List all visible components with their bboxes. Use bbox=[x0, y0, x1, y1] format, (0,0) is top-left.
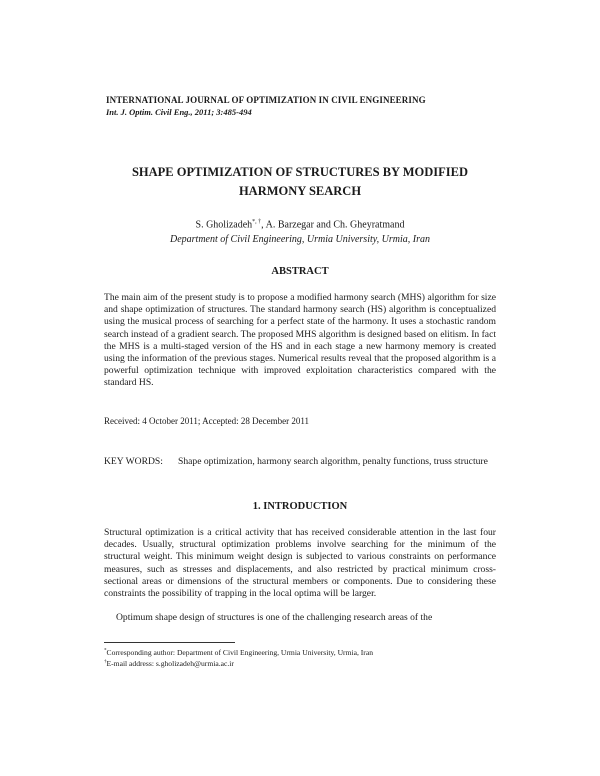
title-line-1: SHAPE OPTIMIZATION OF STRUCTURES BY MODIFIED bbox=[131, 165, 469, 179]
footnote-mark-2: † bbox=[104, 659, 107, 665]
footnote-text-2: E-mail address: s.gholizadeh@urmia.ac.ir bbox=[106, 659, 234, 668]
first-author: S. Gholizadeh bbox=[195, 219, 253, 231]
keywords-label: KEY WORDS: bbox=[104, 456, 163, 467]
paper-title bbox=[100, 163, 500, 201]
other-authors: , A. Barzegar and Ch. Gheyratmand bbox=[261, 219, 405, 231]
author-marks: *, † bbox=[252, 219, 262, 225]
journal-name: INTERNATIONAL JOURNAL OF OPTIMIZATION IN CIVIL ENGINEERING bbox=[106, 95, 426, 105]
author-list bbox=[100, 219, 500, 230]
abstract-heading: ABSTRACT bbox=[271, 266, 329, 277]
footnote-corresponding bbox=[104, 648, 373, 657]
introduction-paragraph-1: Structural optimization is a critical activity that has received considerable attention in the last four decades. Usually, structural optimization problems involve searching for the minimum of the structural weight. This minimum weight design is subjected to various constraints on performance measures, such as stresses and displacements, and also restricted by practical minimum cross-sectional areas or dimensions of the structural members or components. Due to considering these constraints the possibility of trapping in the local optima will be larger. bbox=[104, 527, 496, 600]
footnote-email bbox=[104, 659, 234, 668]
keywords-text: Shape optimization, harmony search algorithm, penalty functions, truss structure bbox=[178, 456, 488, 467]
abstract-text: The main aim of the present study is to propose a modified harmony search (MHS) algorithm for size and shape optimization of structures. The standard harmony search (HS) algorithm is conceptualized using the musical process of searching for a perfect state of the harmony. It uses a stochastic random search instead of a gradient search. The proposed MHS algorithm is designed based on elitism. In fact the MHS is a multi-staged version of the HS and in each stage a new harmony memory is created using the information of the previous stages. Numerical results reveal that the proposed algorithm is a powerful optimization technique with improved exploitation characteristics compared with the standard HS. bbox=[104, 292, 496, 389]
journal-citation: Int. J. Optim. Civil Eng., 2011; 3:485-494 bbox=[106, 107, 252, 117]
footnote-mark-1: * bbox=[104, 648, 107, 654]
affiliation: Department of Civil Engineering, Urmia University, Urmia, Iran bbox=[170, 234, 430, 245]
footnote-text-1: Corresponding author: Department of Civil Engineering, Urmia University, Urmia, Iran bbox=[106, 648, 373, 657]
introduction-heading: 1. INTRODUCTION bbox=[252, 501, 348, 512]
introduction-paragraph-2: Optimum shape design of structures is one of the challenging research areas of the bbox=[116, 612, 433, 623]
title-line-2: HARMONY SEARCH bbox=[238, 184, 362, 198]
footnote-divider bbox=[104, 642, 235, 643]
received-dates: Received: 4 October 2011; Accepted: 28 December 2011 bbox=[104, 416, 310, 426]
